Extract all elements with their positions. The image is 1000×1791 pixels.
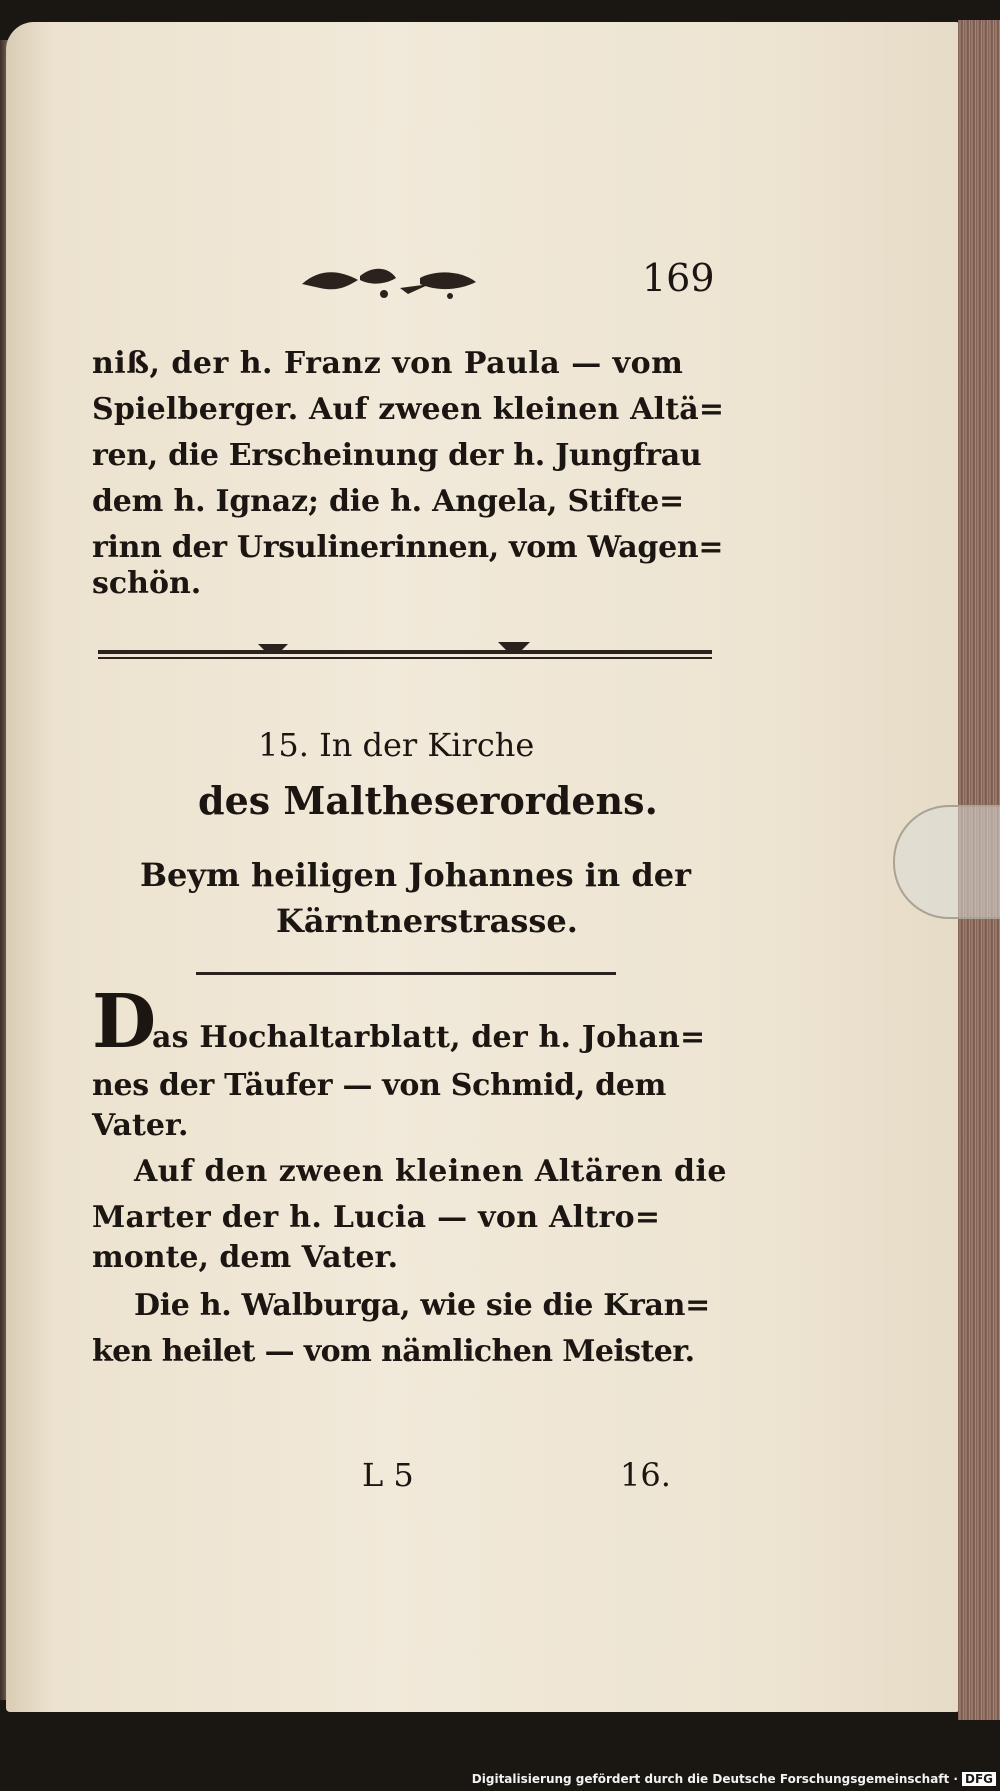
- body-line: rinn der Ursulinerinnen, vom Wagen=: [92, 530, 724, 565]
- body-line: ren, die Erscheinung der h. Jungfrau: [92, 438, 702, 473]
- body-line: nes der Täufer — von Schmid, dem: [92, 1068, 667, 1103]
- header-ornament: [300, 258, 480, 306]
- body-line: Marter der h. Lucia — von Altro=: [92, 1200, 661, 1235]
- section-subheading: Kärntnerstrasse.: [276, 902, 578, 940]
- section-heading: des Maltheserordens.: [198, 778, 658, 823]
- section-divider: [98, 640, 712, 666]
- signature-mark: L 5: [362, 1456, 414, 1494]
- catchword: 16.: [620, 1456, 671, 1494]
- digitization-credit: [472, 1772, 996, 1786]
- body-line: Spielberger. Auf zween kleinen Altä=: [92, 392, 725, 427]
- body-line: Auf den zween kleinen Altären die: [134, 1154, 727, 1189]
- body-line: niß, der h. Franz von Paula — vom: [92, 346, 684, 381]
- body-line: as Hochaltarblatt, der h. Johan=: [152, 1020, 706, 1055]
- body-line: ken heilet — vom nämlichen Meister.: [92, 1334, 695, 1369]
- body-line: dem h. Ignaz; die h. Angela, Stifte=: [92, 484, 684, 519]
- dfg-logo: DFG: [962, 1772, 996, 1786]
- body-line: monte, dem Vater.: [92, 1240, 399, 1275]
- section-heading: 15. In der Kirche: [258, 726, 535, 764]
- body-line: schön.: [92, 566, 202, 601]
- body-line: Vater.: [92, 1108, 189, 1143]
- body-line: Die h. Walburga, wie sie die Kran=: [134, 1288, 711, 1323]
- digitization-text: Digitalisierung gefördert durch die Deutsche Forschungsgemeinschaft ·: [471, 1772, 958, 1786]
- section-subheading: Beym heiligen Johannes in der: [140, 856, 691, 894]
- drop-cap: D: [92, 979, 157, 1065]
- page-number: 169: [642, 256, 715, 300]
- bookmark-tab: [893, 805, 1000, 919]
- heading-rule: [196, 972, 616, 975]
